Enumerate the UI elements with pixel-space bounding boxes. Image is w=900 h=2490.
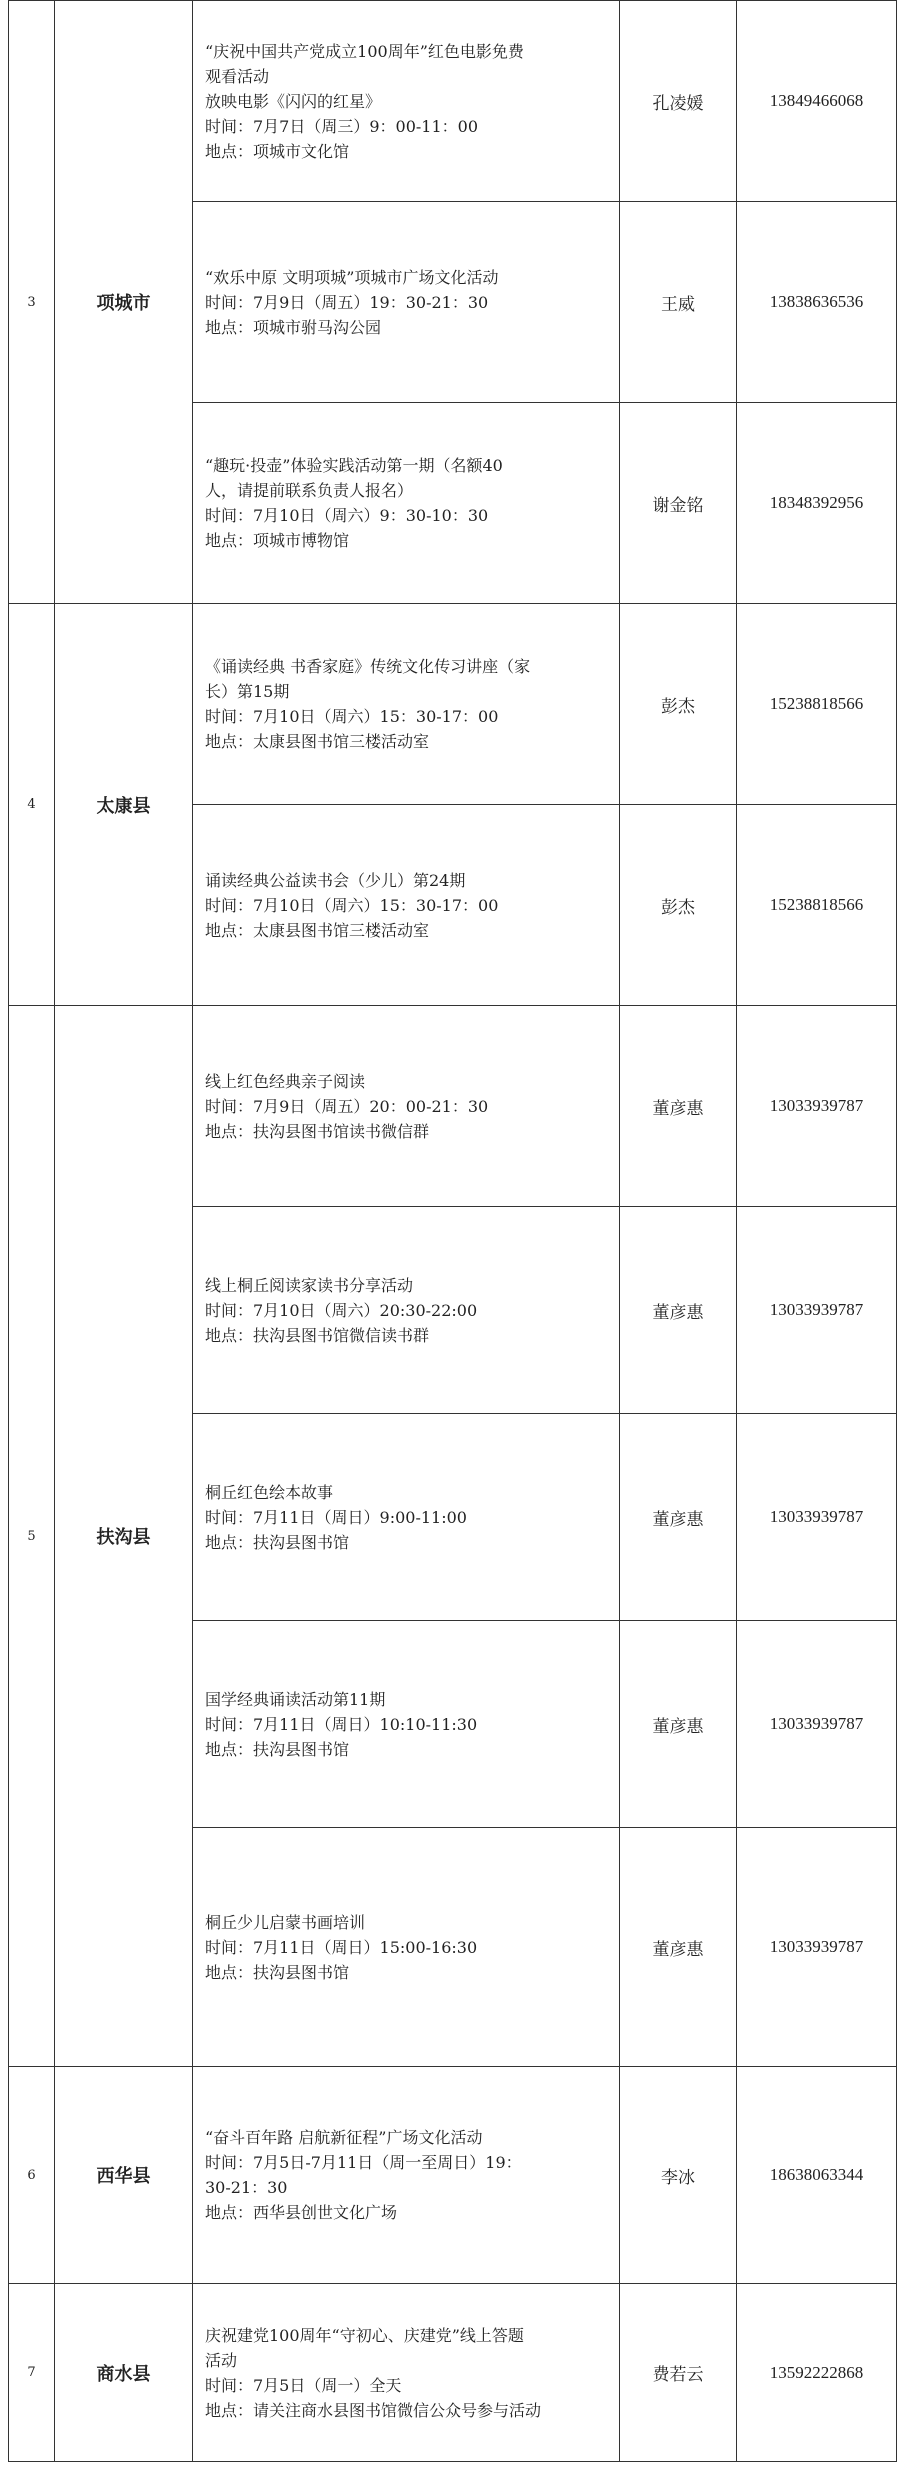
row-index: 4: [9, 604, 55, 1006]
row-index: 6: [9, 2067, 55, 2284]
activity-line: 时间：7月5日（周一）全天: [205, 2375, 402, 2395]
contact-person: 彭杰: [620, 604, 737, 805]
activity-line: 放映电影《闪闪的红星》: [205, 91, 382, 111]
activity-line: 地点：项城市驸马沟公园: [205, 317, 382, 337]
activity-details: [193, 604, 620, 805]
activity-line: 地点：太康县图书馆三楼活动室: [205, 920, 430, 940]
contact-person: 董彦惠: [620, 1207, 737, 1414]
activity-line: 地点：项城市文化馆: [205, 141, 350, 161]
contact-person: 董彦惠: [620, 1414, 737, 1621]
activity-line: 地点：扶沟县图书馆读书微信群: [205, 1121, 430, 1141]
activity-line: 国学经典诵读活动第11期: [205, 1689, 386, 1709]
activity-line: 时间：7月11日（周日）15:00-16:30: [205, 1937, 478, 1957]
contact-phone: 13033939787: [737, 1006, 897, 1207]
contact-phone: 18348392956: [737, 403, 897, 604]
activity-line: “欢乐中原 文明项城”项城市广场文化活动: [205, 267, 499, 287]
activity-line: 地点：扶沟县图书馆: [205, 1739, 350, 1759]
activity-line: 时间：7月11日（周日）10:10-11:30: [205, 1714, 478, 1734]
activity-line: 时间：7月10日（周六）15：30-17：00: [205, 895, 499, 915]
activity-line: 线上红色经典亲子阅读: [205, 1071, 366, 1091]
activity-line: “趣玩·投壶”体验实践活动第一期（名额40: [205, 456, 503, 475]
county-name: 项城市: [55, 1, 193, 604]
contact-phone: 15238818566: [737, 805, 897, 1006]
activity-line: 地点：扶沟县图书馆: [205, 1532, 350, 1552]
activity-line: 人，请提前联系负责人报名）: [205, 481, 414, 500]
contact-phone: 13033939787: [737, 1828, 897, 2067]
contact-phone: 13033939787: [737, 1207, 897, 1414]
activity-details: [193, 1207, 620, 1414]
activity-line: 时间：7月7日（周三）9：00-11：00: [205, 116, 479, 136]
activity-details: [193, 1006, 620, 1207]
activity-line: 时间：7月10日（周六）20:30-22:00: [205, 1300, 478, 1320]
activity-line: 地点：西华县创世文化广场: [205, 2203, 398, 2222]
row-index: 7: [9, 2284, 55, 2462]
activity-table-body: [9, 1, 897, 2462]
county-name: 扶沟县: [55, 1006, 193, 2067]
contact-phone: 15238818566: [737, 604, 897, 805]
row-index: 3: [9, 1, 55, 604]
activity-line: 地点：太康县图书馆三楼活动室: [205, 732, 430, 751]
activity-line: 时间：7月10日（周六）9：30-10：30: [205, 506, 489, 525]
activity-details: [193, 1414, 620, 1621]
activity-details: [193, 805, 620, 1006]
table-row: [9, 2067, 897, 2284]
table-row: [9, 1, 897, 202]
table-row: [9, 1006, 897, 1207]
activity-line: 地点：扶沟县图书馆微信读书群: [205, 1325, 430, 1345]
contact-person: 李冰: [620, 2067, 737, 2284]
row-index: 5: [9, 1006, 55, 2067]
activity-details: [193, 1828, 620, 2067]
table-row: [9, 604, 897, 805]
county-name: 西华县: [55, 2067, 193, 2284]
activity-details: [193, 1, 620, 202]
contact-phone: 13033939787: [737, 1621, 897, 1828]
activity-line: 诵读经典公益读书会（少儿）第24期: [205, 870, 466, 890]
contact-person: 孔凌媛: [620, 1, 737, 202]
activity-line: 桐丘少儿启蒙书画培训: [205, 1912, 366, 1932]
activity-line: 地点：请关注商水县图书馆微信公众号参与活动: [205, 2400, 542, 2420]
activity-details: [193, 403, 620, 604]
activity-line: “庆祝中国共产党成立100周年”红色电影免费: [205, 41, 524, 61]
activity-details: [193, 1621, 620, 1828]
contact-phone: 13592222868: [737, 2284, 897, 2462]
contact-phone: 18638063344: [737, 2067, 897, 2284]
activity-line: 线上桐丘阅读家读书分享活动: [205, 1275, 414, 1295]
contact-phone: 13849466068: [737, 1, 897, 202]
contact-phone: 13033939787: [737, 1414, 897, 1621]
activity-line: “奋斗百年路 启航新征程”广场文化活动: [205, 2128, 483, 2147]
activity-line: 庆祝建党100周年“守初心、庆建党”线上答题: [205, 2325, 524, 2345]
activity-line: 30-21：30: [205, 2178, 288, 2197]
activity-line: 时间：7月10日（周六）15：30-17：00: [205, 707, 499, 726]
activity-details: [193, 202, 620, 403]
contact-person: 谢金铭: [620, 403, 737, 604]
activity-line: 观看活动: [205, 66, 270, 86]
activity-details: [193, 2067, 620, 2284]
contact-person: 董彦惠: [620, 1006, 737, 1207]
contact-person: 费若云: [620, 2284, 737, 2462]
contact-person: 彭杰: [620, 805, 737, 1006]
activity-line: 桐丘红色绘本故事: [205, 1482, 334, 1502]
activity-table: [8, 0, 897, 2462]
activity-line: 地点：扶沟县图书馆: [205, 1962, 350, 1982]
activity-line: 时间：7月5日-7月11日（周一至周日）19：: [205, 2153, 522, 2172]
contact-person: 董彦惠: [620, 1828, 737, 2067]
activity-line: 时间：7月9日（周五）19：30-21：30: [205, 292, 489, 312]
contact-phone: 13838636536: [737, 202, 897, 403]
activity-line: 时间：7月11日（周日）9:00-11:00: [205, 1507, 467, 1527]
county-name: 商水县: [55, 2284, 193, 2462]
activity-line: 时间：7月9日（周五）20：00-21：30: [205, 1096, 489, 1116]
activity-line: 地点：项城市博物馆: [205, 531, 350, 550]
contact-person: 王威: [620, 202, 737, 403]
activity-line: 《诵读经典 书香家庭》传统文化传习讲座（家: [205, 657, 531, 676]
table-row: [9, 2284, 897, 2462]
contact-person: 董彦惠: [620, 1621, 737, 1828]
county-name: 太康县: [55, 604, 193, 1006]
activity-line: 长）第15期: [205, 682, 290, 701]
activity-line: 活动: [205, 2350, 238, 2370]
activity-details: [193, 2284, 620, 2462]
